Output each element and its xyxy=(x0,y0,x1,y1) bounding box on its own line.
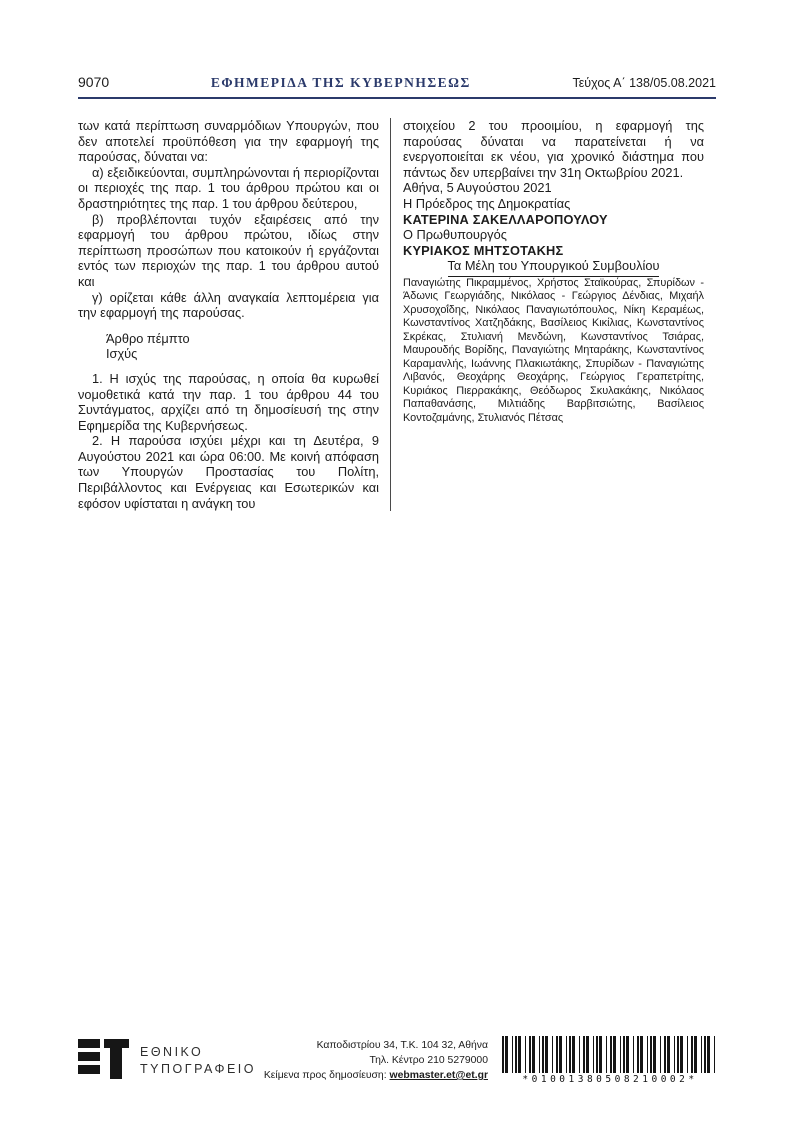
article-heading: Άρθρο πέμπτο xyxy=(106,330,190,346)
signature-name-pm: ΚΥΡΙΑΚΟΣ ΜΗΤΣΟΤΑΚΗΣ xyxy=(403,242,564,258)
article-subheading: Ισχύς xyxy=(106,346,138,362)
national-printing-house-logo-icon xyxy=(78,1037,130,1081)
printing-house-name-line2: ΤΥΠΟΓΡΑΦΕΙΟ xyxy=(140,1062,257,1076)
paragraph-validity-1: 1. Η ισχύς της παρούσας, η οποία θα κυρωθεί νομοθετικά κατά την παρ. 1 του άρθρου 44 του Συντάγματος, αρχίζει από τη δημοσίευσή της στην Εφημερίδα της Κυβερνήσεως. xyxy=(78,370,379,433)
document-body xyxy=(78,118,716,511)
paragraph-continuation-right: στοιχείου 2 του προοιμίου, η εφαρμογή της παρούσας δύναται να παρατείνεται ή να ενεργοποιείται εκ νέου, για χρονικό διάστημα που πάντως δεν υπερβαίνει την 31η Οκτωβρίου 2021. xyxy=(403,118,704,180)
signature-role-pm: Ο Πρωθυπουργός xyxy=(403,227,507,243)
page-footer xyxy=(78,1035,718,1095)
barcode-bars xyxy=(502,1036,718,1073)
paragraph-continuation: των κατά περίπτωση συναρμόδιων Υπουργών, που δεν αποτελεί προϋπόθεση για την εφαρμογή της παρούσας, δύναται να: xyxy=(78,118,379,165)
contact-block xyxy=(260,1038,488,1083)
page-header xyxy=(78,74,716,99)
barcode-text: *01001380508210002* xyxy=(522,1074,698,1085)
article-heading-block xyxy=(106,331,379,362)
date-place-line: Αθήνα, 5 Αυγούστου 2021 xyxy=(403,180,552,196)
issue-info: Τεύχος Α΄ 138/05.08.2021 xyxy=(572,76,716,90)
printing-house-name xyxy=(140,1044,256,1078)
issue-barcode xyxy=(502,1036,718,1085)
contact-submission-line xyxy=(260,1068,488,1083)
printing-house-name-line1: ΕΘΝΙΚΟ xyxy=(140,1045,204,1059)
page-number: 9070 xyxy=(78,74,110,90)
email-link[interactable]: webmaster.et@et.gr xyxy=(389,1070,488,1081)
paragraph-item-b: β) προβλέπονται τυχόν εξαιρέσεις από την εφαρμογή του άρθρου πρώτου, ιδίως στην περίπτωση προσώπων που κατοικούν ή εργάζονται εντός των περιοχών της παρ. 1 του άρθρου αυτού και xyxy=(78,211,379,289)
paragraph-item-c: γ) ορίζεται κάθε άλλη αναγκαία λεπτομέρεια για την εφαρμογή της παρούσας. xyxy=(78,289,379,321)
right-column xyxy=(390,118,704,511)
signature-name-president: ΚΑΤΕΡΙΝΑ ΣΑΚΕΛΛΑΡΟΠΟΥΛΟΥ xyxy=(403,211,608,227)
signature-role-president: Η Πρόεδρος της Δημοκρατίας xyxy=(403,195,571,211)
cabinet-members-list: Παναγιώτης Πικραμμένος, Χρήστος Σταϊκούρας, Σπυρίδων - Άδωνις Γεωργιάδης, Νικόλαος - Γεώργιος Δένδιας, Μιχαήλ Χρυσοχοΐδης, Νικόλαος Παναγιωτόπουλος, Νίκη Κεραμέως, Κωνσταντίνος Χατζηδάκης, Βασίλειος Κικίλιας, Κωνσταντίνος Σκρέκας, Στυλιανή Μενδώνη, Κωνσταντίνος Τσιάρας, Μαυρουδής Βορίδης, Παναγιώτης Μηταράκης, Κωνσταντίνος Καραμανλής, Ιωάννης Πλακιωτάκης, Σπυρίδων - Παναγιώτης Λιβανός, Θεοχάρης Θεοχάρης, Γεώργιος Γεραπετρίτης, Κυριάκος Πιερρακάκης, Θεόδωρος Σκυλακάκης, Νικόλαος Παπαθανάσης, Μιλτιάδης Βαρβιτσιώτης, Βασίλειος Κοντοζαμάνης, Στυλιανός Πέτσας xyxy=(403,276,704,424)
left-column xyxy=(78,118,390,511)
gazette-title: ΕΦΗΜΕΡΙΔΑ ΤΗΣ ΚΥΒΕΡΝΗΣΕΩΣ xyxy=(210,75,471,90)
submission-label: Κείμενα προς δημοσίευση: xyxy=(263,1070,387,1081)
paragraph-item-a: α) εξειδικεύονται, συμπληρώνονται ή περιορίζονται οι περιοχές της παρ. 1 του άρθρου πρώτου και οι δραστηριότητες της παρ. 1 του άρθρου δεύτερου, xyxy=(78,164,379,211)
contact-address: Καποδιστρίου 34, Τ.Κ. 104 32, Αθήνα xyxy=(316,1040,488,1051)
cabinet-members-heading: Τα Μέλη του Υπουργικού Συμβουλίου xyxy=(403,258,704,277)
paragraph-validity-2: 2. Η παρούσα ισχύει μέχρι και τη Δευτέρα, 9 Αυγούστου 2021 και ώρα 06:00. Με κοινή απόφαση των Υπουργών Προστασίας του Πολίτη, Περιβάλλοντος και Ενέργειας και Εσωτερικών και εφόσον υφίσταται η ανάγκη του xyxy=(78,433,379,511)
contact-phone: Τηλ. Κέντρο 210 5279000 xyxy=(369,1055,488,1066)
